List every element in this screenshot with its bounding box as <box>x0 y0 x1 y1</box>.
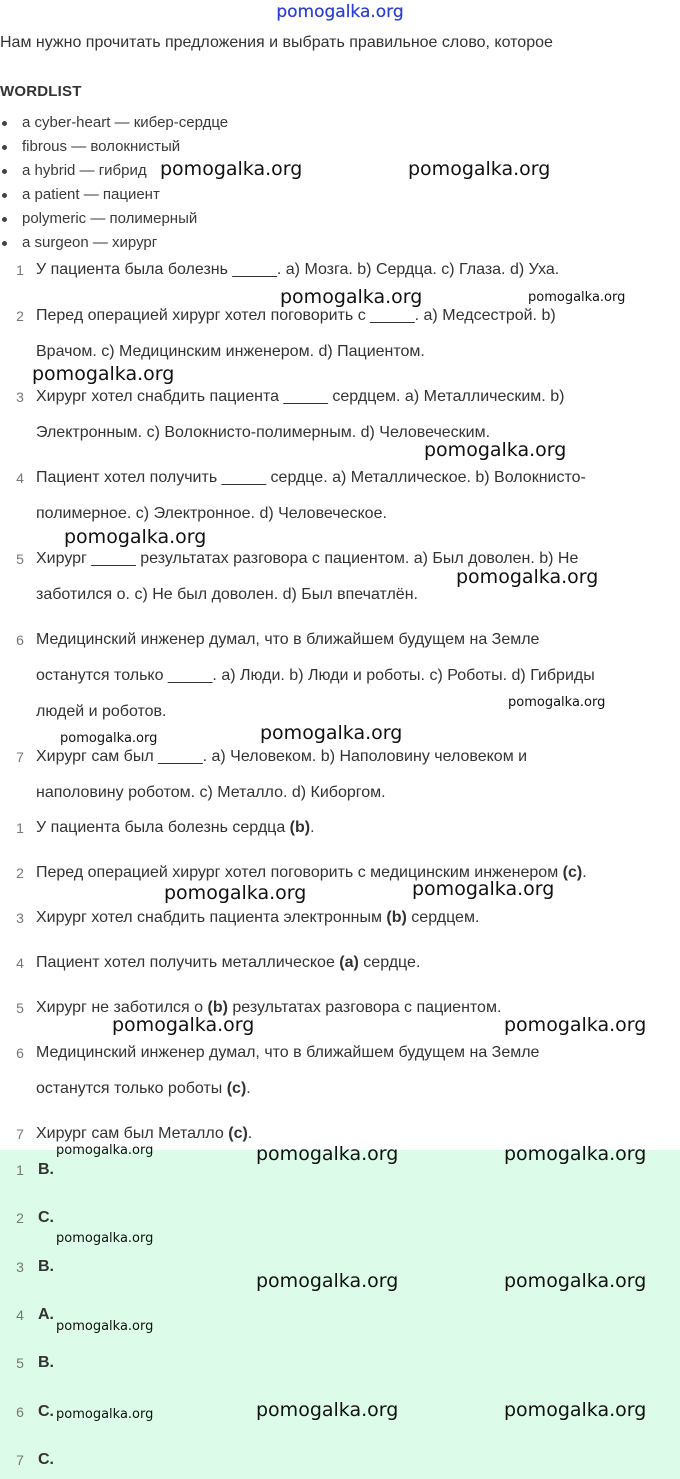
answer-number: 3 <box>16 910 24 926</box>
watermark: pomogalka.org <box>56 1319 154 1334</box>
watermark: pomogalka.org <box>32 363 175 385</box>
wordlist-item: a hybrid — гибрид <box>0 161 228 185</box>
watermark: pomogalka.org <box>256 1399 399 1421</box>
answer-number: 5 <box>16 1000 24 1016</box>
watermark: pomogalka.org <box>504 1270 647 1292</box>
watermark: pomogalka.org <box>504 1014 647 1036</box>
answer-text: Пациент хотел получить металлическое (a) сердце. <box>36 954 421 971</box>
watermark: pomogalka.org <box>112 1014 255 1036</box>
watermark: pomogalka.org <box>56 1231 154 1246</box>
question-text: Пациент хотел получить _____ сердце. a) Металлическое. b) Волокнисто- полимерное. c) Электронное. d) Человеческое. <box>36 469 586 522</box>
answer-number: 4 <box>16 955 24 971</box>
answer-text: У пациента была болезнь сердца (b). <box>36 819 315 836</box>
watermark: pomogalka.org <box>456 566 599 588</box>
site-header-link[interactable]: pomogalka.org <box>276 2 404 22</box>
answer-choice: (b) <box>386 909 407 926</box>
watermark: pomogalka.org <box>56 1143 154 1158</box>
intro-text: Нам нужно прочитать предложения и выбрать правильное слово, которое <box>0 34 553 51</box>
wordlist-item: a patient — пациент <box>0 185 228 209</box>
watermark: pomogalka.org <box>64 526 207 548</box>
answer-key-item: 3 B. <box>16 1258 54 1275</box>
watermark: pomogalka.org <box>508 695 606 710</box>
watermark: pomogalka.org <box>260 722 403 744</box>
answer-choice: (c) <box>562 864 583 881</box>
watermark: pomogalka.org <box>412 878 555 900</box>
question-number: 4 <box>16 470 24 486</box>
wordlist-item: a surgeon — хирург <box>0 233 228 257</box>
answer-number: 7 <box>16 1126 24 1142</box>
wordlist <box>0 113 228 257</box>
wordlist-title: WORDLIST <box>0 83 82 100</box>
answer-key-item: 2 C. <box>16 1209 54 1226</box>
question-number: 3 <box>16 389 24 405</box>
answer-key-item: 7 C. <box>16 1451 54 1468</box>
answer-choice: (b) <box>207 999 228 1016</box>
watermark: pomogalka.org <box>528 290 626 305</box>
watermark: pomogalka.org <box>424 439 567 461</box>
wordlist-item: fibrous — волокнистый <box>0 137 228 161</box>
answer-choice: (a) <box>339 954 359 971</box>
question-number: 6 <box>16 632 24 648</box>
answer-text: Перед операцией хирург хотел поговорить с медицинским инженером (c). <box>36 864 587 881</box>
watermark: pomogalka.org <box>504 1143 647 1165</box>
question-text: Хирург хотел снабдить пациента _____ сердцем. a) Металлическим. b) Электронным. c) Волокнисто-полимерным. d) Человеческим. <box>36 388 565 441</box>
watermark: pomogalka.org <box>256 1143 399 1165</box>
answer-text: Хирург хотел снабдить пациента электронным (b) сердцем. <box>36 909 480 926</box>
answer-choice: (b) <box>289 819 311 836</box>
wordlist-item: a cyber-heart — кибер-сердце <box>0 113 228 137</box>
answer-key-item: 5 B. <box>16 1354 54 1371</box>
question-number: 2 <box>16 308 24 324</box>
question-text: Хирург сам был _____. a) Человеком. b) Наполовину человеком и наполовину роботом. c) Металло. d) Киборгом. <box>36 748 528 801</box>
watermark: pomogalka.org <box>256 1270 399 1292</box>
question-text: Медицинский инженер думал, что в ближайшем будущем на Земле останутся только _____. a) Люди. b) Люди и роботы. c) Роботы. d) Гибриды людей и роботов. <box>36 631 595 720</box>
answer-text: Медицинский инженер думал, что в ближайшем будущем на Земле останутся только роботы (c). <box>36 1044 540 1097</box>
answer-number: 6 <box>16 1045 24 1061</box>
answer-key-item: 4 A. <box>16 1306 54 1323</box>
watermark: pomogalka.org <box>504 1399 647 1421</box>
watermark: pomogalka.org <box>60 731 158 746</box>
wordlist-item: polymeric — полимерный <box>0 209 228 233</box>
answer-number: 2 <box>16 865 24 881</box>
answer-key-item: 6 C. <box>16 1403 54 1420</box>
watermark: pomogalka.org <box>280 286 423 308</box>
answer-text: Хирург не заботился о (b) результатах разговора с пациентом. <box>36 999 502 1016</box>
question-text: Перед операцией хирург хотел поговорить с _____. a) Медсестрой. b) Врачом. c) Медицинским инженером. d) Пациентом. <box>36 307 556 360</box>
question-text: Хирург _____ результатах разговора с пациентом. a) Был доволен. b) Не заботился о. c) Не был доволен. d) Был впечатлён. <box>36 550 579 603</box>
answer-choice: (c) <box>226 1080 247 1097</box>
question-number: 5 <box>16 551 24 567</box>
watermark: pomogalka.org <box>160 158 303 180</box>
answer-key-item: 1 B. <box>16 1161 54 1178</box>
watermark: pomogalka.org <box>408 158 551 180</box>
question-number: 7 <box>16 749 24 765</box>
answer-number: 1 <box>16 820 24 836</box>
answer-choice: (c) <box>228 1125 248 1142</box>
answer-text: Хирург сам был Металло (c). <box>36 1125 253 1142</box>
question-text: У пациента была болезнь _____. a) Мозга. b) Сердца. c) Глаза. d) Уха. <box>36 261 560 278</box>
question-number: 1 <box>16 262 24 278</box>
watermark: pomogalka.org <box>164 882 307 904</box>
watermark: pomogalka.org <box>56 1407 154 1422</box>
